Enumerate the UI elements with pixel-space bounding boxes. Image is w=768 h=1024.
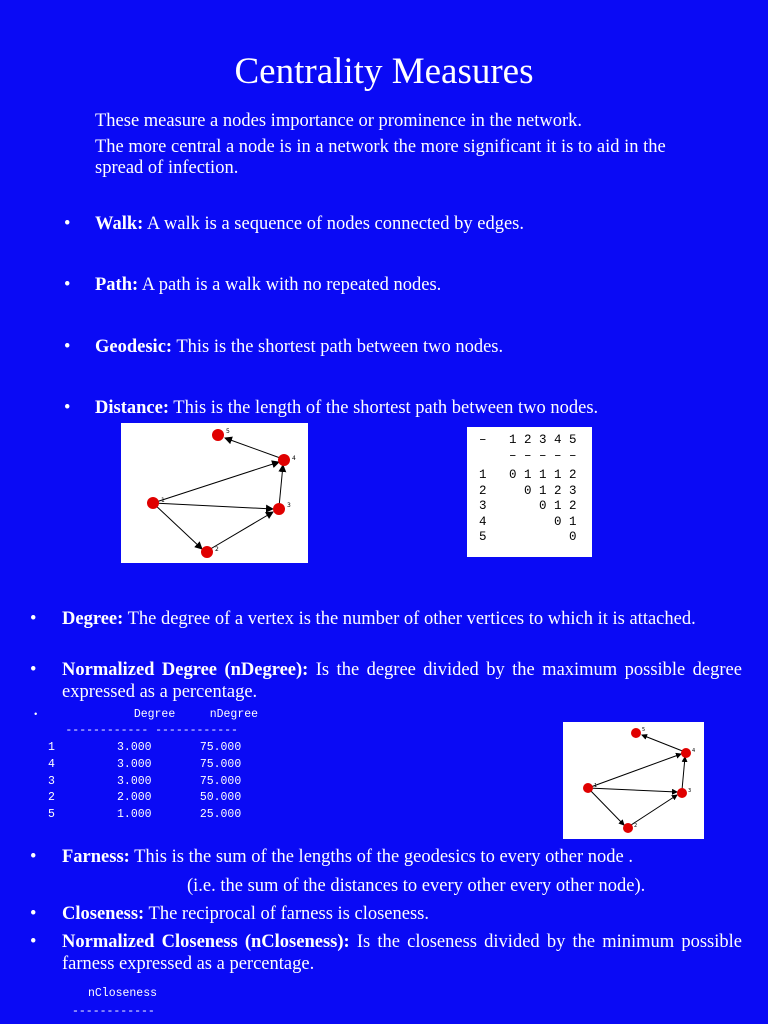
- graph-edge-3-4: [682, 757, 685, 790]
- graph-label-4: 4: [292, 455, 296, 462]
- graph-node-4: [278, 454, 290, 466]
- bullet-icon: •: [64, 214, 71, 234]
- degree-table-row: 4 3.000 75.000: [48, 758, 242, 771]
- graph-edge-1-3: [153, 503, 273, 509]
- degree-table-row: 2 2.000 50.000: [48, 791, 242, 804]
- graph-node-1: [583, 783, 593, 793]
- network-graph-figure-small: [563, 722, 704, 839]
- definition-text: The degree of a vertex is the number of other vertices to which it is attached.: [123, 609, 696, 629]
- definition-term: Geodesic:: [95, 337, 173, 357]
- degree-table-row: 3 3.000 75.000: [48, 775, 242, 788]
- definition-text: This is the shortest path between two nodes.: [172, 337, 504, 357]
- bullet-icon: •: [30, 904, 37, 924]
- matrix-row: 1 0 1 1 1 2: [479, 468, 577, 482]
- degree-table-row: 1 3.000 75.000: [48, 741, 242, 754]
- definition-text: A path is a walk with no repeated nodes.: [138, 275, 442, 295]
- matrix-row: 2 0 1 2 3: [479, 483, 577, 498]
- farness-note: (i.e. the sum of the distances to every other every other node).: [187, 876, 646, 896]
- definition-term: Walk:: [95, 214, 144, 234]
- definition-closeness: [30, 903, 742, 925]
- bullet-icon: •: [64, 337, 71, 357]
- graph-label-2: 2: [634, 823, 638, 829]
- definition-path: [64, 274, 724, 296]
- graph-label-2: 2: [215, 546, 219, 553]
- definition-degree: [30, 608, 742, 630]
- intro-line-2: The more central a node is in a network the more significant it is to aid in the spread of infection.: [95, 137, 666, 178]
- definition-text: This is the length of the shortest path between two nodes.: [168, 398, 599, 418]
- graph-edge-1-4: [153, 462, 279, 503]
- network-graph-figure: [121, 423, 308, 563]
- graph-edge-4-5: [225, 438, 283, 459]
- graph-label-4: 4: [692, 748, 696, 754]
- matrix-row: 3 0 1 2: [479, 499, 577, 513]
- definition-ndegree: [30, 659, 742, 703]
- network-graph: [563, 722, 704, 839]
- definition-ncloseness: [30, 931, 742, 975]
- graph-node-5: [631, 728, 641, 738]
- degree-table-rule: ------------ ------------: [24, 724, 238, 737]
- definition-term: Normalized Closeness (nCloseness):: [62, 932, 350, 952]
- definition-term: Path:: [95, 275, 139, 295]
- graph-label-1: 1: [161, 497, 165, 504]
- definition-geodesic: [64, 336, 724, 358]
- bullet-icon: •: [64, 275, 71, 295]
- graph-label-1: 1: [594, 783, 598, 789]
- graph-edge-1-4: [588, 754, 681, 788]
- degree-table-row: 5 1.000 25.000: [48, 808, 242, 821]
- graph-label-3: 3: [688, 788, 692, 794]
- bullet-icon: •: [30, 660, 37, 680]
- bullet-icon: •: [33, 710, 39, 720]
- bullet-icon: •: [30, 847, 37, 867]
- definition-text: This is the sum of the lengths of the geodesics to every other node .: [129, 847, 633, 867]
- matrix-row: 5 0: [479, 530, 577, 544]
- graph-edge-1-3: [588, 788, 677, 792]
- definition-term: Degree:: [62, 609, 124, 629]
- page-title: Centrality Measures: [234, 51, 534, 92]
- intro-line-1: These measure a nodes importance or prominence in the network.: [95, 111, 582, 131]
- bullet-icon: •: [30, 932, 37, 952]
- definition-term: Distance:: [95, 398, 169, 418]
- closeness-table-header: nCloseness: [88, 987, 158, 1000]
- graph-node-5: [212, 429, 224, 441]
- definition-walk: [64, 213, 724, 235]
- graph-label-5: 5: [226, 428, 230, 435]
- definition-term: Closeness:: [62, 904, 145, 924]
- definition-farness: [30, 846, 742, 868]
- bullet-icon: •: [64, 398, 71, 418]
- graph-label-5: 5: [642, 727, 646, 733]
- graph-edge-1-2: [153, 503, 202, 549]
- graph-label-3: 3: [287, 502, 291, 509]
- graph-edge-3-4: [279, 465, 283, 507]
- matrix-header: – 1 2 3 4 5: [479, 433, 577, 447]
- bullet-icon: •: [30, 609, 37, 629]
- distance-matrix: [467, 427, 592, 557]
- closeness-table-rule: ------------: [72, 1005, 155, 1018]
- definition-text: Is the degree divided by the maximum possible degree expressed as a percentage.: [62, 660, 742, 702]
- definition-term: Normalized Degree (nDegree):: [62, 660, 309, 680]
- matrix-row: 4 0 1: [479, 514, 577, 529]
- definition-term: Farness:: [62, 847, 130, 867]
- network-graph: [121, 423, 308, 563]
- graph-node-2: [201, 546, 213, 558]
- definition-text: Is the closeness divided by the minimum possible farness expressed as a percentage.: [62, 932, 742, 974]
- matrix-rule: – – – – –: [479, 449, 577, 463]
- graph-node-3: [677, 788, 687, 798]
- graph-edge-4-5: [642, 735, 685, 752]
- degree-table-header: Degree nDegree: [51, 708, 259, 721]
- graph-node-4: [681, 748, 691, 758]
- definition-text: The reciprocal of farness is closeness.: [144, 904, 429, 924]
- graph-node-3: [273, 503, 285, 515]
- definition-distance: [64, 397, 744, 419]
- graph-node-2: [623, 823, 633, 833]
- definition-text: A walk is a sequence of nodes connected by edges.: [143, 214, 525, 234]
- graph-node-1: [147, 497, 159, 509]
- graph-edge-1-2: [588, 788, 624, 825]
